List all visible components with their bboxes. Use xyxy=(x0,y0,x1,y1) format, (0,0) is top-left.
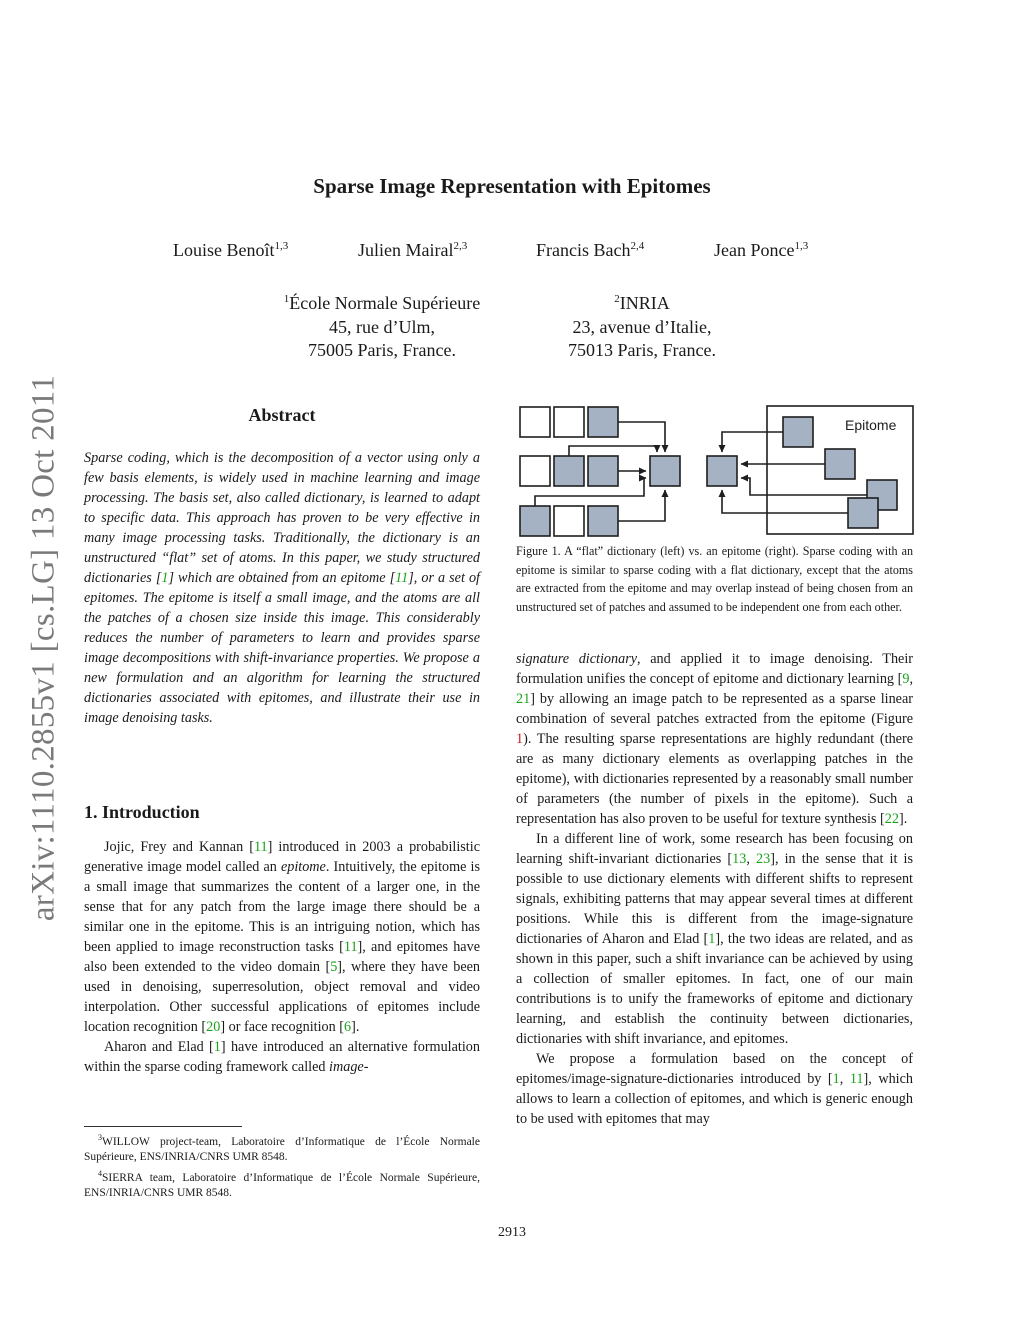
right-column-body xyxy=(516,649,913,1129)
citation-link[interactable]: 23 xyxy=(756,851,771,867)
citation-link[interactable]: 1 xyxy=(832,1071,840,1087)
footnote-rule xyxy=(84,1126,242,1127)
dictionary-atom xyxy=(554,456,584,486)
paragraph: signature dictionary, and applied it to image denoising. Their formulation unifies the concept of epitome and dictionary learning [9, 21] by allowing an image patch to be represented as a sparse linear combination of several patches extracted from the epitome (Figure 1). The resulting sparse representations are highly redundant (there are as many dictionary elements as overlapping patches in the epitome), with dictionaries represented by a reasonably small number of parameters (the number of pixels in the epitome). Such a representation has also proven to be useful for texture synthesis [22]. xyxy=(516,651,914,827)
abstract-heading: Abstract xyxy=(248,405,316,425)
epitome-patch xyxy=(783,417,813,447)
affiliation-inria: $^2$INRIA 23, avenue d’Italie, 75013 Paris, France. xyxy=(568,293,716,360)
author-3: Francis Bach$^{2,4}$ xyxy=(536,240,645,260)
dictionary-atom xyxy=(588,456,618,486)
figure-1-caption: Figure 1. A “flat” dictionary (left) vs. an epitome (right). Sparse coding with an epitome is similar to sparse coding with a flat dictionary, except that the atoms are extracted from the epitome and may overlap instead of being chosen from an unstructured set of patches and assumed to be independent one from each other. xyxy=(516,544,913,614)
figure-link[interactable]: 1 xyxy=(516,731,524,747)
citation-link[interactable]: 1 xyxy=(708,931,716,947)
dictionary-atom xyxy=(588,407,618,437)
arrow-line xyxy=(618,490,665,521)
citation-link[interactable]: 11 xyxy=(849,1071,864,1087)
paragraph: Jojic, Frey and Kannan [11] introduced in 2003 a probabilistic generative image model called an epitome. Intuitively, the epitome is a small image that summarizes the content of a larger one, in the sense that for any patch from the large image there should be a similar one in the epitome. This is an intriguing notion, which has been applied to image reconstruction tasks [11], and epitomes have also been extended to the video domain [5], where they have been used in denoising, superresolution, object removal and video interpolation. Other successful applications of epitomes include location recognition [20] or face recognition [6]. xyxy=(84,839,481,1035)
reconstructed-patch-left xyxy=(650,456,680,486)
epitome-label: Epitome xyxy=(845,417,897,433)
citation-link[interactable]: 9 xyxy=(902,671,910,687)
author-1: Louise Benoît$^{1,3}$ xyxy=(173,240,289,260)
citation-link[interactable]: 5 xyxy=(330,959,338,975)
section-heading-introduction: 1. Introduction xyxy=(84,802,200,822)
citation-link[interactable]: 1 xyxy=(161,570,169,586)
paper-title: Sparse Image Representation with Epitomes xyxy=(313,174,711,198)
flat-dictionary-grid xyxy=(520,407,618,536)
arxiv-stamp-text: arXiv:1110.2855v1 [cs.LG] 13 Oct 2011 xyxy=(25,374,62,922)
citation-link[interactable]: 22 xyxy=(884,811,899,827)
citation-link[interactable]: 21 xyxy=(516,691,531,707)
abstract-text: Sparse coding, which is the decomposition of a vector using only a few basis elements, is widely used in machine learning and image processing. The basis set, also called dictionary, is learned to adapt to specific data. This approach has proven to be very effective in many image processing tasks. Traditionally, the dictionary is an unstructured “flat” set of atoms. In this paper, we study structured dictionaries [1] which are obtained from an epitome [11], or a set of epitomes. The epitome is itself a small image, and the atoms are all the patches of a chosen size inside this image. This considerably reduces the number of parameters to learn and provides sparse image decompositions with shift-invariance properties. We propose a new formulation and an algorithm for learning the structured dictionaries associated with epitomes, and illustrate their use in image denoising tasks. xyxy=(84,450,480,726)
footnote: $^3$WILLOW project-team, Laboratoire d’Informatique de l’École Normale Supérieure, ENS/INRIA/CNRS UMR 8548. xyxy=(84,1133,480,1164)
author-2: Julien Mairal$^{2,3}$ xyxy=(358,240,468,260)
epitome-patch xyxy=(848,498,878,528)
dictionary-atom xyxy=(520,407,550,437)
arrow-line xyxy=(618,422,665,452)
citation-link[interactable]: 11 xyxy=(343,939,358,955)
affiliation-ens: $^1$École Normale Supérieure 45, rue d’Ulm, 75005 Paris, France. xyxy=(283,293,481,360)
dictionary-atom xyxy=(554,506,584,536)
arrow-line xyxy=(569,446,657,456)
paragraph: In a different line of work, some research has been focusing on learning shift-invariant dictionaries [13, 23], in the sense that it is possible to use dictionary elements with different shifts to represent signals, exhibiting patterns that may appear several times at different positions. While this is different from the image-signature dictionaries of Aharon and Elad [1], the two ideas are related, and as shown in this paper, such a shift invariance can be achieved by using a collection of smaller epitomes. In fact, one of our main contributions is to unify the frameworks of epitome and dictionary learning, and establish the continuity between dictionaries, dictionaries with shift invariance, and epitomes. xyxy=(516,831,913,1047)
dictionary-atom xyxy=(520,456,550,486)
citation-link[interactable]: 1 xyxy=(213,1039,221,1055)
citation-link[interactable]: 11 xyxy=(395,570,409,586)
figure-1-diagram xyxy=(516,402,916,538)
paragraph: We propose a formulation based on the concept of epitomes/image-signature-dictionaries introduced by [1, 11], which allows to learn a collection of epitomes, and which is generic enough to be used with epitomes that may xyxy=(516,1051,913,1127)
citation-link[interactable]: 6 xyxy=(344,1019,352,1035)
citation-link[interactable]: 11 xyxy=(253,839,268,855)
dictionary-atom xyxy=(588,506,618,536)
epitome-patch xyxy=(825,449,855,479)
author-4: Jean Ponce$^{1,3}$ xyxy=(714,240,809,260)
citation-link[interactable]: 13 xyxy=(732,851,747,867)
introduction-body xyxy=(84,837,480,1077)
page-number: 2913 xyxy=(498,1225,526,1240)
footnote: $^4$SIERRA team, Laboratoire d’Informatique de l’École Normale Supérieure, ENS/INRIA/CNRS UMR 8548. xyxy=(84,1168,480,1200)
dictionary-atom xyxy=(554,407,584,437)
footnotes xyxy=(84,1130,480,1202)
dictionary-atom xyxy=(520,506,550,536)
reconstructed-patch-right xyxy=(707,456,737,486)
citation-link[interactable]: 20 xyxy=(206,1019,221,1035)
paragraph: Aharon and Elad [1] have introduced an alternative formulation within the sparse coding framework called image- xyxy=(84,1039,480,1075)
